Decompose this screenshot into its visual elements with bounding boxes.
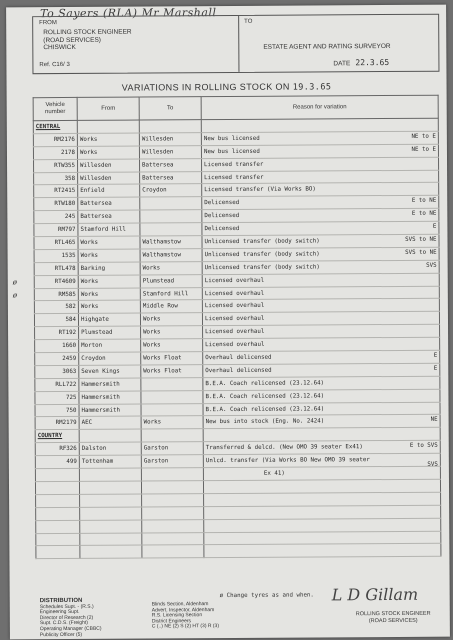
from-cell: Works (78, 275, 140, 288)
reason-text: Licensed overhaul (204, 290, 265, 297)
vehicle-cell (34, 236, 78, 249)
distribution-item: Engineering Supt. (39, 609, 80, 616)
distribution-list-2 (152, 602, 219, 630)
classification-note: E (433, 365, 438, 372)
vehicle-cell (33, 146, 77, 159)
from-cell: Works (77, 133, 139, 146)
to-cell: Works Float (141, 365, 203, 378)
header-divider (238, 16, 239, 72)
empty-cell (142, 519, 204, 532)
column-header: Vehicle number (33, 97, 77, 120)
reference: Ref. C16/ 3 (39, 61, 70, 69)
to-label: TO (244, 18, 253, 25)
vehicle-cell (34, 211, 78, 224)
signature: L D Gillam (331, 584, 419, 605)
to-cell: Walthamstow (140, 236, 202, 249)
empty-cell (80, 507, 142, 520)
from-cell: Willesden (78, 172, 140, 185)
reason-text: B.E.A. Coach relicensed (23.12.64) (205, 405, 325, 413)
to-cell: Middle Row (140, 300, 202, 313)
classification-note: SVS (426, 262, 437, 269)
empty-cell (35, 481, 79, 494)
distribution-item: Publicity Officer (5) (39, 631, 83, 638)
section-heading: COUNTRY (35, 430, 79, 443)
vehicle-number: 2178 (60, 149, 75, 156)
vehicle-cell (34, 159, 78, 172)
vehicle-cell (34, 249, 78, 262)
from-cell: Works (77, 146, 139, 159)
from-cell: Plumstead (79, 326, 141, 339)
memo-sheet (6, 5, 450, 640)
empty-cell (80, 545, 142, 558)
vehicle-number: RTW180 (54, 201, 76, 208)
from-line: (ROAD SERVICES) (43, 36, 101, 44)
vehicle-number: RT192 (58, 330, 77, 337)
distribution-item: Advert. Inspector, Aldenham (151, 606, 215, 614)
date-value: 22.3.65 (355, 58, 390, 68)
reason-text: New bus licensed (203, 135, 260, 142)
empty-cell (142, 545, 204, 558)
vehicle-cell (35, 327, 79, 340)
reason-text: Licensed overhaul (205, 341, 265, 349)
empty-cell (36, 520, 80, 533)
classification-note: SVS to NE (405, 236, 437, 243)
handwritten-note: To Sayers (RLA) Mr Marshall (40, 6, 217, 21)
vehicle-number: RM2176 (53, 136, 75, 143)
to-cell: Garston (141, 455, 203, 468)
distribution-item: Supt. C.D.S. (Freight) (39, 620, 88, 627)
to-cell (140, 223, 202, 236)
vehicle-cell (35, 456, 79, 469)
footnote: ø Change tyres as and when. (219, 592, 314, 600)
reason-text: Licensed transfer (Via Works BO) (204, 186, 316, 194)
reason-cell (203, 415, 440, 429)
from-cell: Croydon (79, 352, 141, 365)
empty-cell (141, 468, 203, 481)
to-cell (141, 390, 203, 403)
reason-text: Licensed overhaul (204, 277, 265, 284)
classification-note: E (432, 223, 437, 230)
reason-text: Licensed overhaul (204, 303, 265, 310)
vehicle-cell (35, 365, 79, 378)
classification-note: SVS to NE (405, 249, 437, 256)
vehicle-cell (34, 198, 78, 211)
reason-text: New bus licensed (203, 148, 260, 155)
reason-text: New bus into stock (Eng. No. 2424) (205, 418, 325, 426)
reason-text: B.E.A. Coach relicensed (23.12.64) (205, 393, 325, 400)
signoff-line: (ROAD SERVICES) (368, 617, 418, 624)
empty-cell (79, 429, 141, 442)
distribution-title: DISTRIBUTION (39, 597, 83, 605)
vehicle-cell (35, 352, 79, 365)
vehicle-number: RTL465 (54, 239, 76, 247)
empty-cell (139, 120, 201, 133)
date-label: DATE (333, 60, 351, 68)
to-cell: Works (141, 339, 203, 352)
vehicle-cell (34, 172, 78, 185)
vehicle-cell (34, 185, 78, 198)
vehicle-number: RF326 (59, 446, 77, 453)
title-date: 19.3.65 (292, 82, 332, 93)
reason-text: Unlicensed transfer (body switch) (204, 251, 320, 258)
empty-cell (204, 544, 441, 558)
from-cell: Seven Kings (79, 365, 141, 378)
table-row (35, 453, 440, 468)
from-cell: Tottenham (79, 455, 141, 468)
vehicle-number: 358 (64, 175, 76, 182)
vehicle-cell (33, 133, 77, 146)
from-cell: Battersea (78, 210, 140, 223)
from-cell: Dalston (79, 442, 141, 455)
classification-note: E to SVS (409, 442, 438, 450)
reason-text: Transferred & delcd. (New OMO 39 seater Ex41) (205, 444, 363, 452)
table-header-row (33, 95, 438, 120)
from-cell: Enfield (78, 184, 140, 197)
to-cell: Willesden (139, 145, 201, 158)
distribution-item: Schedules Supt. - (R.S.) (39, 603, 94, 610)
vehicle-number: 584 (65, 317, 77, 324)
reason-text: Unlicensed transfer (body switch) (204, 264, 320, 271)
vehicle-cell (35, 378, 79, 391)
reason-text: Overhaul delicensed (205, 367, 272, 374)
page-title (7, 81, 447, 95)
distribution-list (40, 599, 102, 639)
vehicle-cell (34, 301, 78, 314)
empty-cell (79, 468, 141, 481)
reason-cell (203, 453, 440, 467)
table-body (12, 118, 441, 559)
vehicle-cell (35, 404, 79, 417)
to-cell: Works (140, 261, 202, 274)
distribution-item: Blinds Section, Aldenham (151, 601, 209, 608)
reason-text: Licensed transfer (204, 174, 264, 181)
from-cell: Morton (79, 339, 141, 352)
vehicle-number: 750 (66, 407, 77, 414)
column-header: Reason for variation (201, 95, 438, 119)
vehicle-cell (34, 262, 78, 275)
vehicle-number: 499 (66, 459, 77, 466)
column-header: To (139, 97, 201, 120)
title-text: VARIATIONS IN ROLLING STOCK ON (121, 81, 290, 93)
empty-cell (142, 532, 204, 545)
to-cell: Walthamstow (140, 249, 202, 262)
reason-text: Overhaul delicensed (205, 354, 272, 362)
vehicle-number: 1660 (62, 343, 77, 350)
vehicle-cell (34, 314, 78, 327)
vehicle-number: RM585 (58, 291, 76, 298)
from-cell: AEC (79, 417, 141, 430)
from-cell: Works (78, 236, 140, 249)
classification-note: NE to E (411, 133, 436, 140)
to-cell: Croydon (140, 184, 202, 197)
from-cell: Willesden (78, 159, 140, 172)
to-cell (141, 377, 203, 390)
empty-cell (79, 481, 141, 494)
from-cell: Hammersmith (79, 378, 141, 391)
vehicle-cell (12, 275, 78, 288)
distribution-item: District Engineers (151, 618, 192, 625)
classification-note: NE to E (411, 146, 436, 153)
reason-text: Licensed transfer (204, 161, 264, 168)
to-cell (140, 210, 202, 223)
reason-text: B.E.A. Coach relicensed (23.12.64) (205, 380, 325, 387)
to-cell: Battersea (140, 171, 202, 184)
from-cell: Stamford Hill (78, 223, 140, 236)
vehicle-number: RTW355 (54, 162, 76, 169)
vehicle-cell (35, 417, 79, 430)
to-cell (141, 403, 203, 416)
vehicle-number: 725 (65, 394, 77, 401)
empty-cell (80, 520, 142, 533)
reason-text: Unlcd. transfer (Via Works BO New OMO 39 seater (205, 457, 370, 465)
vehicle-number: RM2179 (55, 420, 77, 427)
vehicle-number: 2459 (62, 355, 77, 362)
empty-cell (36, 507, 80, 520)
reason-text: Licensed overhaul (204, 316, 265, 323)
from-cell: Works (78, 301, 140, 314)
from-line: CHISWICK (43, 43, 76, 52)
from-cell: Hammersmith (79, 391, 141, 404)
vehicle-number: 1535 (61, 252, 76, 259)
to-cell (140, 197, 202, 210)
empty-cell (80, 533, 142, 546)
signoff-line: ROLLING STOCK ENGINEER (355, 610, 431, 618)
empty-cell (142, 493, 204, 506)
to-cell: Battersea (140, 158, 202, 171)
tyre-mark: ø (12, 277, 17, 287)
classification-note: E to NE (411, 210, 437, 218)
empty-cell (77, 120, 139, 133)
classification-note: NE (430, 417, 438, 424)
blank-row (36, 544, 441, 559)
reason-text: Unlicensed transfer (body switch) (204, 238, 320, 246)
to-cell: Works (141, 416, 203, 429)
to-cell: Works Float (141, 352, 203, 365)
vehicle-cell (35, 443, 79, 456)
reason-text: Delicensed (204, 225, 240, 233)
vehicle-number: 582 (65, 304, 76, 311)
to-cell: Garston (141, 442, 203, 455)
reason-text: Delicensed (204, 200, 240, 207)
empty-cell (141, 481, 203, 494)
reason-text: Ex 41) (263, 470, 285, 477)
classification-note: E (433, 352, 438, 359)
from-cell: Battersea (78, 197, 140, 210)
empty-cell (35, 468, 79, 481)
reason-text: Licensed overhaul (205, 328, 265, 336)
from-address (43, 29, 132, 52)
from-line: ROLLING STOCK ENGINEER (43, 28, 132, 37)
from-cell: Highgate (78, 313, 140, 326)
vehicle-number: 3063 (62, 368, 77, 375)
empty-cell (36, 546, 80, 559)
vehicle-cell (34, 224, 78, 237)
from-cell: Barking (78, 262, 140, 275)
vehicle-number: RT2415 (54, 188, 76, 195)
from-cell: Works (78, 288, 140, 301)
vehicle-cell (35, 391, 79, 404)
distribution-item: Operating Manager (CBBC) (39, 625, 102, 633)
vehicle-number: 245 (64, 214, 76, 221)
to-cell: Plumstead (140, 274, 202, 287)
section-heading: CENTRAL (33, 120, 77, 133)
reason-text: Delicensed (204, 213, 240, 220)
tyre-mark: ø (12, 290, 18, 299)
distribution-item: Director of Research (2) (39, 614, 94, 621)
from-cell: Hammersmith (79, 404, 141, 417)
vehicle-cell (12, 288, 78, 301)
variations-table (12, 95, 442, 560)
vehicle-number: RTL478 (54, 265, 76, 272)
distribution-item: C (..) NE (2) S (2) HT (3) R (3) (151, 623, 220, 630)
to-cell: Works (141, 326, 203, 339)
memo-header (32, 14, 439, 74)
vehicle-number: RT4609 (54, 278, 76, 285)
classification-note: E to NE (411, 198, 437, 205)
to-cell: Willesden (139, 133, 201, 146)
column-header: From (77, 97, 139, 120)
vehicle-number: RM797 (57, 226, 76, 234)
to-destination: ESTATE AGENT AND RATING SURVEYOR (263, 43, 391, 51)
empty-cell (80, 494, 142, 507)
to-cell: Stamford Hill (140, 287, 202, 300)
empty-cell (36, 494, 80, 507)
empty-cell (141, 429, 203, 442)
signoff (356, 611, 431, 624)
empty-cell (142, 506, 204, 519)
vehicle-number: RLL722 (55, 381, 77, 388)
empty-cell (36, 533, 80, 546)
from-cell: Works (78, 249, 140, 262)
table-row (35, 415, 440, 430)
to-cell: Works (140, 313, 202, 326)
from-label: FROM (39, 20, 57, 27)
classification-note: SVS (427, 461, 438, 468)
distribution-item: R.S. Licensing Section (151, 612, 203, 619)
vehicle-cell (35, 340, 79, 353)
